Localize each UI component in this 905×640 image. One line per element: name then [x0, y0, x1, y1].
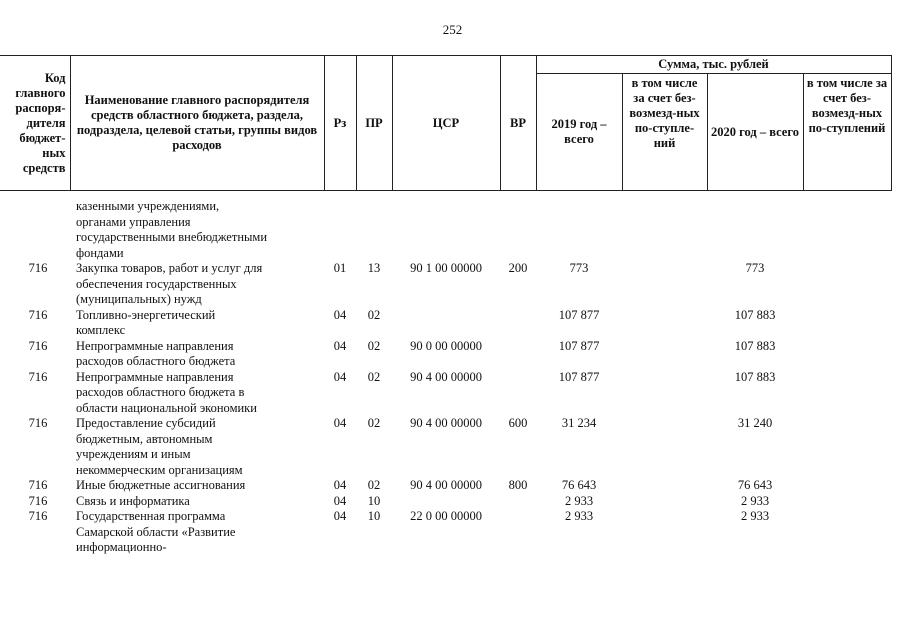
row-csr: 90 4 00 00000: [410, 369, 482, 384]
row-vr: 600: [508, 416, 528, 430]
row-name-line: фондами: [76, 245, 124, 260]
row-name-line: Самарской области «Развитие: [76, 524, 236, 539]
row-rz: 04: [333, 338, 347, 353]
row-rz: 04: [333, 369, 347, 384]
row-csr: 90 1 00 00000: [410, 261, 482, 275]
row-sum-2019: 76 643: [561, 478, 597, 492]
row-sum-2019: 2 933: [564, 509, 594, 523]
row-pr: 10: [367, 493, 381, 508]
row-sum-2020: 2 933: [740, 509, 770, 523]
row-vr: 200: [508, 261, 528, 275]
row-name: [76, 478, 322, 494]
row-rz: 04: [333, 509, 347, 523]
row-pr: 02: [367, 369, 381, 384]
row-name-line: расходов областного бюджета: [76, 354, 236, 368]
row-pr: 02: [367, 307, 381, 322]
header-rz: Рз: [324, 56, 356, 191]
row-name-line: информационно-: [76, 540, 167, 554]
row-name-line: комплекс: [76, 323, 126, 337]
row-pr: 02: [367, 338, 381, 353]
row-name: [76, 370, 322, 417]
row-name-line: бюджетным, автономным: [76, 431, 213, 446]
row-name-line: расходов областного бюджета в: [76, 385, 245, 399]
row-rz: 04: [333, 307, 347, 322]
table-row: [0, 261, 905, 308]
row-name-line: Топливно-энергетический: [76, 307, 216, 322]
row-name-line: Непрограммные направления: [76, 369, 234, 384]
row-pr: 13: [367, 261, 381, 275]
row-name-line: Непрограммные направления: [76, 338, 234, 353]
row-code: 716: [28, 369, 48, 384]
row-pr: 02: [367, 416, 381, 430]
header-csr: ЦСР: [392, 56, 500, 191]
table-row: [0, 199, 905, 261]
row-sum-2020: 107 883: [734, 307, 776, 322]
row-name-line: Иные бюджетные ассигнования: [76, 478, 246, 492]
row-name-line: казенными учреждениями,: [76, 199, 220, 213]
row-sum-2019: 31 234: [561, 416, 597, 430]
row-csr: 90 4 00 00000: [410, 478, 482, 492]
row-sum-2020: 107 883: [734, 369, 776, 384]
row-rz: 04: [333, 493, 347, 508]
row-sum-2019: 773: [569, 261, 589, 275]
row-csr: 90 0 00 00000: [410, 338, 482, 353]
header-2020-total: 2020 год – всего: [707, 74, 803, 191]
row-code: 716: [28, 493, 48, 508]
row-sum-2020: 773: [745, 261, 765, 275]
row-name-line: органами управления: [76, 214, 191, 229]
row-code: 716: [28, 416, 48, 430]
row-name: [76, 416, 322, 478]
row-name: [76, 261, 322, 308]
table-row: [0, 509, 905, 556]
header-2019-total: 2019 год – всего: [536, 74, 622, 191]
row-name-line: некоммерческим организациям: [76, 462, 243, 477]
table-row: [0, 339, 905, 370]
row-name: [76, 308, 322, 339]
row-name: [76, 509, 322, 556]
header-vr: ВР: [500, 56, 536, 191]
row-name-line: Государственная программа: [76, 509, 226, 523]
row-code: 716: [28, 478, 48, 492]
row-name: [76, 199, 322, 261]
header-pr: ПР: [356, 56, 392, 191]
table-row: [0, 308, 905, 339]
table-row: [0, 494, 905, 510]
header-name: Наименование главного распорядителя средств областного бюджета, раздела, подраздела, целевой статьи, группы видов расходов: [70, 56, 324, 191]
row-name-line: Связь и информатика: [76, 493, 190, 508]
row-name-line: государственными внебюджетными: [76, 230, 268, 244]
table-row: [0, 416, 905, 478]
row-vr: 800: [508, 478, 528, 492]
row-name: [76, 494, 322, 510]
row-name-line: обеспечения государственных: [76, 276, 237, 291]
row-sum-2019: 107 877: [558, 338, 600, 353]
row-rz: 04: [333, 416, 347, 430]
row-rz: 01: [333, 261, 347, 275]
row-sum-2019: 2 933: [564, 493, 594, 508]
table-header: [0, 55, 892, 191]
row-name: [76, 339, 322, 370]
table-row: [0, 370, 905, 417]
row-csr: 22 0 00 00000: [410, 509, 482, 523]
header-2019-grants: в том числе за счет без-возмезд-ных по-ступле-ний: [622, 74, 707, 191]
row-sum-2020: 107 883: [734, 338, 776, 353]
row-sum-2019: 107 877: [558, 369, 600, 384]
row-rz: 04: [333, 478, 347, 492]
row-code: 716: [28, 509, 48, 523]
row-sum-2019: 107 877: [558, 307, 600, 322]
header-sum-title: Сумма, тыс. рублей: [536, 56, 891, 74]
row-pr: 02: [367, 478, 381, 492]
row-name-line: Закупка товаров, работ и услуг для: [76, 261, 263, 275]
row-name-line: области национальной экономики: [76, 400, 257, 415]
row-sum-2020: 2 933: [740, 493, 770, 508]
row-name-line: Предоставление субсидий: [76, 416, 216, 430]
row-code: 716: [28, 307, 48, 322]
row-code: 716: [28, 338, 48, 353]
row-sum-2020: 76 643: [737, 478, 773, 492]
row-name-line: учреждениям и иным: [76, 447, 191, 461]
header-2020-grants: в том числе за счет без-возмезд-ных по-ступлений: [803, 74, 891, 191]
table-row: [0, 478, 905, 494]
row-pr: 10: [367, 509, 381, 523]
row-csr: 90 4 00 00000: [410, 416, 482, 430]
header-code: Код главного распоря-дителя бюджет-ных средств: [0, 56, 70, 191]
page-number: 252: [442, 22, 463, 37]
row-sum-2020: 31 240: [737, 416, 773, 430]
table-body: [0, 199, 905, 556]
row-name-line: (муниципальных) нужд: [76, 292, 202, 306]
row-code: 716: [28, 261, 48, 275]
